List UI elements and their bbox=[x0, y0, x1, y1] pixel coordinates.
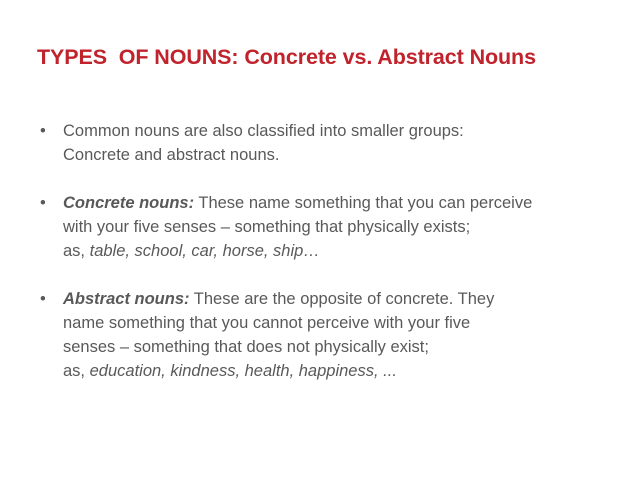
bullet-item-concrete-nouns bbox=[40, 191, 615, 263]
bullet-dot: • bbox=[40, 122, 46, 140]
bullet-dot: • bbox=[40, 290, 46, 308]
bullet-text-line bbox=[63, 239, 615, 263]
term-abstract-nouns: Abstract nouns: bbox=[63, 290, 190, 308]
bullet-list bbox=[40, 119, 615, 407]
bullet-item-abstract-nouns bbox=[40, 287, 615, 383]
bullet-text-line bbox=[63, 359, 615, 383]
bullet-dot: • bbox=[40, 194, 46, 212]
as-prefix: as, bbox=[63, 242, 90, 260]
concrete-examples: table, school, car, horse, ship… bbox=[89, 242, 320, 260]
as-prefix: as, bbox=[63, 362, 90, 380]
abstract-definition-start: These are the opposite of concrete. They bbox=[189, 290, 495, 308]
bullet-text-line: senses – something that does not physically exist; bbox=[63, 338, 429, 356]
abstract-examples: education, kindness, health, happiness, ... bbox=[89, 362, 397, 380]
bullet-item-common-nouns bbox=[40, 119, 615, 167]
bullet-text-line: with your five senses – something that physically exists; bbox=[63, 218, 471, 236]
bullet-text-line bbox=[63, 287, 615, 311]
concrete-definition-start: These name something that you can perceive bbox=[194, 194, 533, 212]
bullet-text-line bbox=[63, 191, 615, 215]
bullet-text-line: name something that you cannot perceive with your five bbox=[63, 314, 471, 332]
bullet-text-line: Common nouns are also classified into smaller groups: bbox=[63, 122, 464, 140]
term-concrete-nouns: Concrete nouns: bbox=[63, 194, 195, 212]
slide-title: TYPES OF NOUNS: Concrete vs. Abstract Nouns bbox=[37, 45, 536, 69]
bullet-text-line: Concrete and abstract nouns. bbox=[63, 146, 280, 164]
